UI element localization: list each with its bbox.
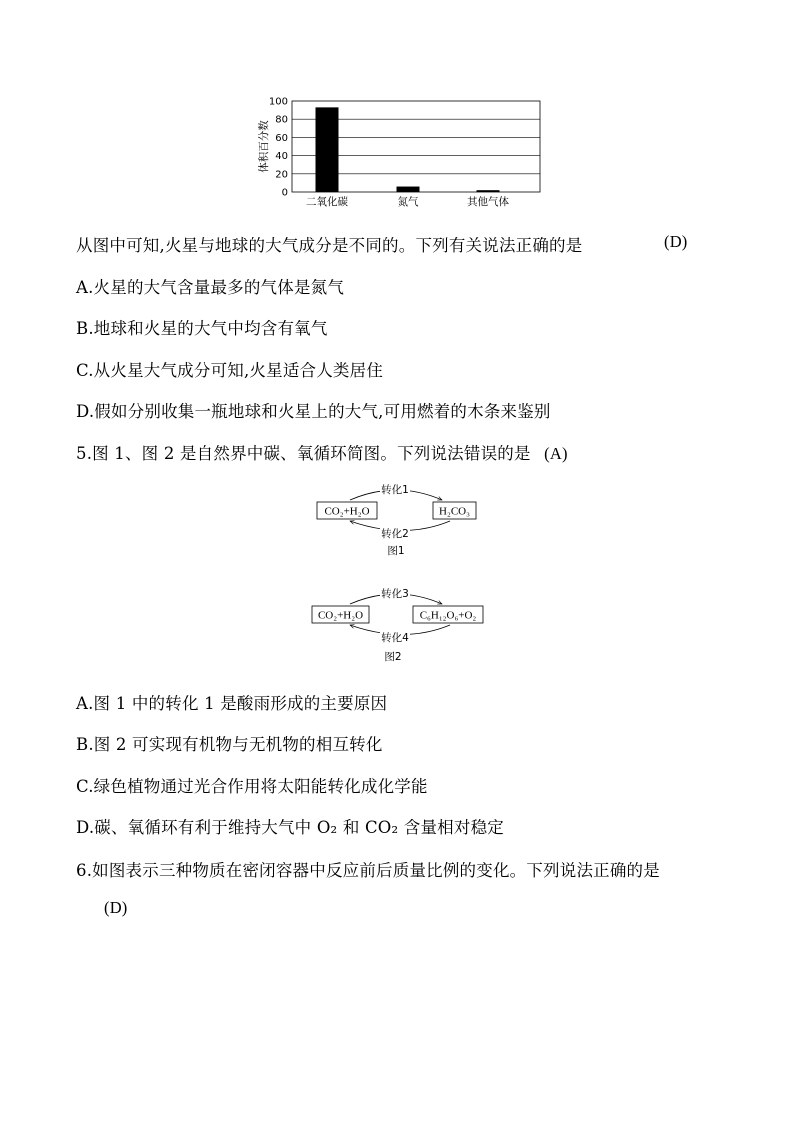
figure-1-diagram: [300, 478, 500, 560]
q5-option-c: C.绿色植物通过光合作用将太阳能转化成化学能: [76, 777, 428, 796]
fig2-right-box-text: C₆H₁₂O₆+O₂: [419, 609, 477, 622]
q4-answer: (D): [664, 232, 688, 251]
fig2-left-box-text: CO₂+H₂O: [317, 609, 364, 622]
q4-option-c: C.从火星大气成分可知,火星适合人类居住: [76, 361, 384, 380]
y-tick-label: 80: [275, 114, 288, 126]
q6-answer: (D): [104, 898, 128, 917]
bar-chart: [250, 92, 550, 212]
bar: [477, 190, 500, 192]
q4-option-d: D.假如分别收集一瓶地球和火星上的大气,可用燃着的木条来鉴别: [76, 402, 551, 421]
y-tick-label: 20: [275, 169, 288, 181]
fig2-top-label: 转化3: [381, 588, 409, 600]
q5-stem: [76, 440, 568, 464]
q5-option-d: D.碳、氧循环有利于维持大气中 O₂ 和 CO₂ 含量相对稳定: [76, 818, 504, 837]
y-tick-label: 40: [275, 151, 288, 163]
x-tick-label: 其他气体: [467, 196, 509, 208]
q5-answer: (A): [544, 444, 568, 463]
bar: [316, 107, 339, 192]
fig2-caption: 图2: [384, 651, 402, 663]
fig1-right-box-text: H₂CO₃: [439, 505, 470, 518]
q4-stem-text: 从图中可知,火星与地球的大气成分是不同的。下列有关说法正确的是: [76, 236, 583, 255]
fig2-bottom-label: 转化4: [381, 632, 409, 644]
y-tick-label: 0: [281, 187, 288, 199]
q4-option-a: A.火星的大气含量最多的气体是氮气: [76, 278, 345, 297]
x-tick-label: 氮气: [397, 196, 419, 208]
q5-option-b: B.图 2 可实现有机物与无机物的相互转化: [76, 735, 383, 754]
x-tick-label: 二氧化碳: [306, 196, 348, 208]
q5-stem-text: 5.图 1、图 2 是自然界中碳、氧循环简图。下列说法错误的是: [76, 444, 531, 463]
fig1-bottom-label: 转化2: [381, 528, 409, 540]
y-tick-label: 60: [275, 132, 288, 144]
q4-option-b: B.地球和火星的大气中均含有氧气: [76, 319, 328, 338]
q6-stem: 6.如图表示三种物质在密闭容器中反应前后质量比例的变化。下列说法正确的是: [76, 861, 660, 880]
y-tick-label: 100: [268, 96, 288, 108]
figure-2-diagram: [300, 582, 500, 664]
y-axis-label: 体积百分数: [258, 120, 270, 173]
q4-stem: [76, 232, 688, 256]
q5-option-a: A.图 1 中的转化 1 是酸雨形成的主要原因: [76, 694, 388, 713]
bar: [397, 187, 420, 192]
fig1-left-box-text: CO₂+H₂O: [324, 505, 370, 518]
fig1-top-label: 转化1: [381, 484, 409, 496]
fig1-caption: 图1: [387, 545, 405, 557]
